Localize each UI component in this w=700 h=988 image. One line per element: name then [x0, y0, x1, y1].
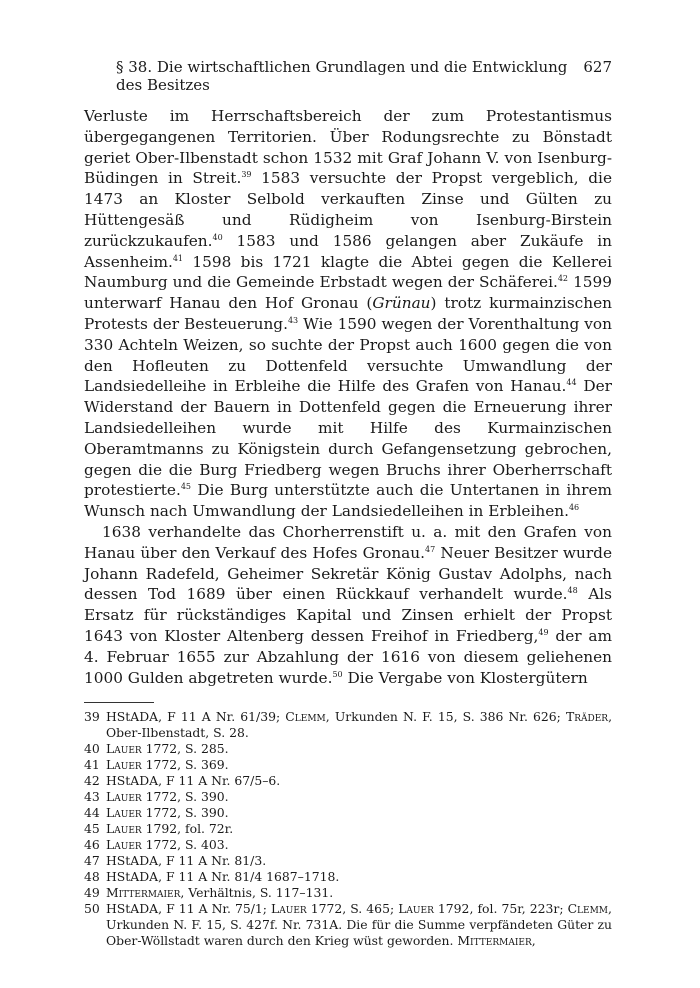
footnote-text	[106, 773, 612, 789]
footnote-number: 40	[84, 741, 100, 757]
book-page	[84, 58, 612, 949]
text-run: 1772, S. 285.	[141, 741, 229, 757]
text-run: , Urkunden N. F. 15, S. 386 Nr. 626;	[325, 709, 566, 725]
footnote-text	[106, 709, 612, 741]
author-name: Lauer	[106, 805, 142, 821]
footnote	[84, 773, 612, 789]
footnote	[84, 789, 612, 805]
paragraph	[84, 522, 612, 688]
footnote	[84, 805, 612, 821]
text-run: ) trotz kurmainzischen Protests der Besteuerung.	[84, 294, 612, 333]
footnote-marker: 50	[332, 669, 343, 679]
footnote-text	[106, 885, 612, 901]
footnote	[84, 837, 612, 853]
author-name: Lauer	[106, 757, 142, 773]
italic-text: Grünau	[372, 294, 431, 313]
text-run: 1772, S. 369.	[141, 757, 229, 773]
footnote-text	[106, 869, 612, 885]
text-run: HStADA, F 11 A Nr. 67/5–6.	[106, 773, 281, 789]
author-name: Lauer	[271, 901, 307, 917]
footnote-number: 41	[84, 757, 100, 773]
footnote-number: 45	[84, 821, 100, 837]
author-name: Mittermaier	[106, 885, 181, 901]
text-run: HStADA, F 11 A Nr. 81/3.	[106, 853, 267, 869]
footnote-marker: 40	[212, 232, 223, 242]
running-title: § 38. Die wirtschaftlichen Grundlagen und die Entwicklung des Besitzes	[116, 58, 568, 94]
footnote-separator	[84, 702, 154, 703]
text-run: HStADA, F 11 A Nr. 81/4 1687–1718.	[106, 869, 340, 885]
paragraph	[84, 106, 612, 522]
footnote-text	[106, 741, 612, 757]
text-run: Wie 1590 wegen der Vorenthaltung von 330 Achteln Weizen, so suchte der Propst auch 1600 gegen die von den Hofleuten zu Dottenfeld versuchte Umwandlung der Landsiedelleihe in Erbleihe die Hilfe des Grafen von Hanau.	[84, 314, 612, 396]
footnote	[84, 741, 612, 757]
footnote-text	[106, 853, 612, 869]
running-header	[84, 58, 612, 94]
footnote	[84, 869, 612, 885]
footnote-number: 39	[84, 709, 100, 725]
footnote-text	[106, 789, 612, 805]
text-run: , Urkunden N. F. 15, S. 427f. Nr. 731A. Die für die Summe verpfändeten Güter zu Ober-Wöllstadt waren durch den Krieg wüst geworden.	[106, 901, 612, 949]
footnote-number: 50	[84, 901, 100, 917]
text-run: Als Ersatz für rückständiges Kapital und Zinsen erhielt der Propst 1643 von Kloster Altenberg dessen Freihof in Friedberg,	[84, 585, 612, 645]
author-name: Lauer	[106, 741, 142, 757]
text-run: Die Burg unterstützte auch die Untertanen in ihrem Wunsch nach Umwandlung der Landsiedelleihen in Erbleihen.	[84, 481, 612, 521]
author-name: Lauer	[106, 789, 142, 805]
footnote	[84, 757, 612, 773]
footnote-text	[106, 837, 612, 853]
text-run: 1772, S. 390.	[141, 805, 229, 821]
footnote-number: 43	[84, 789, 100, 805]
footnote-number: 48	[84, 869, 100, 885]
text-run: 1638 verhandelte das Chorherrenstift u. a. mit den Grafen von Hanau über den Verkauf des Hofes Gronau.	[84, 522, 612, 562]
text-run: , Verhältnis, S. 117–131.	[180, 885, 334, 901]
text-run: HStADA, F 11 A Nr. 61/39;	[106, 709, 286, 725]
text-run: 1599 unterwarf Hanau den Hof Gronau (	[84, 273, 612, 313]
footnote	[84, 853, 612, 869]
text-run: 1583 und 1586 gelangen aber Zukäufe in Assenheim.	[84, 231, 612, 271]
footnote-number: 44	[84, 805, 100, 821]
author-name: Clemm	[285, 709, 326, 725]
author-name: Mittermaier	[457, 933, 532, 949]
footnote-text	[106, 757, 612, 773]
author-name: Träder	[565, 709, 609, 725]
text-run: Die Vergabe von Klostergütern	[342, 668, 588, 687]
text-run: 1772, S. 465;	[306, 901, 399, 917]
footnote-marker: 39	[241, 170, 252, 180]
main-text	[84, 106, 612, 688]
footnote-number: 42	[84, 773, 100, 789]
footnote	[84, 709, 612, 741]
text-run: 1772, S. 390.	[141, 789, 229, 805]
text-run: , Ober-Ilbenstadt, S. 28.	[106, 709, 613, 741]
footnote-text	[106, 805, 612, 821]
footnote-number: 49	[84, 885, 100, 901]
author-name: Clemm	[567, 901, 609, 917]
footnote	[84, 885, 612, 901]
footnote-marker: 44	[566, 378, 577, 388]
footnote-marker: 43	[287, 315, 299, 325]
author-name: Lauer	[106, 821, 142, 837]
text-run: ,	[531, 933, 536, 949]
author-name: Lauer	[398, 901, 434, 917]
author-name: Lauer	[106, 837, 142, 853]
text-run: der am 4. Februar 1655 zur Abzahlung der 1616 von diesem geliehenen 1000 Gulden abgetreten wurde.	[84, 626, 612, 687]
footnote-marker: 48	[567, 586, 578, 596]
footnote-marker: 45	[180, 482, 192, 492]
text-run: 1598 bis 1721 klagte die Abtei gegen die Kellerei Naumburg und die Gemeinde Erbstadt wegen der Schäferei.	[84, 252, 612, 292]
footnote-marker: 46	[568, 503, 580, 513]
text-run: 1792, fol. 75r, 223r;	[433, 901, 568, 917]
footnotes	[84, 709, 612, 949]
footnote-text	[106, 901, 612, 949]
text-run: 1792, fol. 72r.	[141, 821, 234, 837]
text-run: HStADA, F 11 A Nr. 75/1;	[106, 901, 272, 917]
footnote-marker: 42	[557, 274, 569, 284]
text-run: Der Widerstand der Bauern in Dottenfeld gegen die Erneuerung ihrer Landsiedelleihen wurde mit Hilfe des Kurmainzischen Oberamtmanns zu Königstein durch Gefangensetzung gebrochen, gegen die die Burg Friedberg wegen Bruchs ihrer Oberherrschaft protestierte.	[84, 377, 612, 500]
footnote-marker: 41	[172, 253, 184, 263]
footnote-text	[106, 821, 612, 837]
footnote	[84, 821, 612, 837]
text-run: 1772, S. 403.	[141, 837, 229, 853]
page-number: 627	[583, 58, 612, 76]
text-run: Neuer Besitzer wurde Johann Radefeld, Geheimer Sekretär König Gustav Adolphs, nach dessen Tod 1689 über einen Rückkauf verhandelt wurde.	[84, 543, 613, 604]
text-run: Verluste im Herrschaftsbereich der zum Protestantismus übergegangenen Territorien. Über Rodungsrechte zu Bönstadt geriet Ober-Ilbenstadt schon 1532 mit Graf Johann V. von Isenburg-Büdingen in Streit.	[84, 107, 612, 188]
footnote-number: 47	[84, 853, 100, 869]
footnote-marker: 47	[425, 544, 436, 554]
footnote-number: 46	[84, 837, 100, 853]
text-run: 1583 versuchte der Propst vergeblich, die 1473 an Kloster Selbold verkauften Zinse und Gülten zu Hüttengesäß und Rüdigheim von Isenburg-Birstein zurückzukaufen.	[84, 169, 612, 250]
footnote-marker: 49	[538, 627, 549, 637]
footnote	[84, 901, 612, 949]
